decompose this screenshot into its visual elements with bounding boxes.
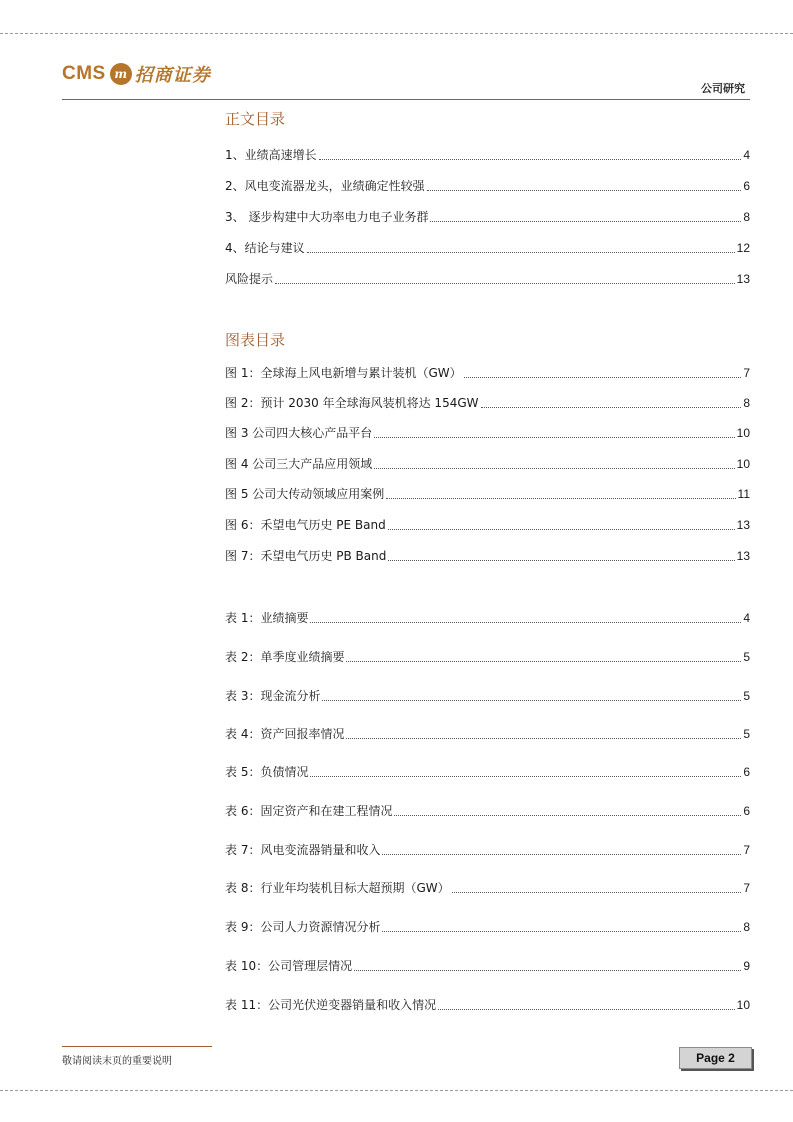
dot-leader: [346, 738, 741, 739]
dot-leader: [307, 252, 735, 253]
table-entry[interactable]: [225, 610, 750, 626]
dot-leader: [438, 1009, 735, 1010]
report-category: 公司研究: [701, 82, 745, 95]
figure-entry[interactable]: [225, 548, 750, 564]
figure-entry-page: 7: [743, 366, 750, 380]
table-entry[interactable]: [225, 688, 750, 704]
figure-toc-title: 图表目录: [225, 331, 286, 349]
bottom-dashed-border: [0, 1090, 793, 1091]
dot-leader: [452, 892, 742, 893]
table-entry-page: 4: [743, 611, 750, 625]
dot-leader: [430, 221, 741, 222]
table-entry[interactable]: [225, 649, 750, 665]
dot-leader: [310, 622, 741, 623]
header-divider: [62, 99, 750, 100]
brand-logo: [62, 60, 211, 88]
toc-entry-page: 13: [736, 272, 750, 286]
figure-entry-page: 8: [743, 396, 750, 410]
table-entry-page: 5: [743, 727, 750, 741]
table-entry[interactable]: [225, 726, 750, 742]
dot-leader: [464, 377, 742, 378]
table-entry-label: 表 6：固定资产和在建工程情况: [225, 804, 393, 818]
figure-entry-label: 图 3 公司四大核心产品平台: [225, 426, 373, 440]
table-entry-page: 7: [743, 881, 750, 895]
toc-entry[interactable]: [225, 271, 750, 287]
toc-entry[interactable]: [225, 178, 750, 194]
toc-entry-label: 2、风电变流器龙头，业绩确定性较强: [225, 179, 425, 193]
table-entry-label: 表 5：负债情况: [225, 765, 309, 779]
figure-entry[interactable]: [225, 456, 750, 472]
table-entry-page: 10: [736, 998, 750, 1012]
table-entry[interactable]: [225, 997, 750, 1013]
logo-latin-text: CMS: [62, 63, 106, 84]
figure-entry[interactable]: [225, 486, 750, 502]
toc-entry-page: 6: [743, 179, 750, 193]
top-dashed-border: [0, 33, 793, 34]
dot-leader: [374, 437, 734, 438]
figure-entry-label: 图 5 公司大传动领域应用案例: [225, 487, 385, 501]
dot-leader: [275, 283, 735, 284]
table-entry-label: 表 1：业绩摘要: [225, 611, 309, 625]
figure-entry-page: 10: [736, 457, 750, 471]
table-entry-page: 9: [743, 959, 750, 973]
figure-entry-label: 图 2：预计 2030 年全球海风装机将达 154GW: [225, 396, 479, 410]
toc-entry-page: 4: [743, 148, 750, 162]
toc-entry[interactable]: [225, 240, 750, 256]
figure-entry-label: 图 1：全球海上风电新增与累计装机（GW）: [225, 366, 462, 380]
toc-entry-label: 风险提示: [225, 272, 274, 286]
table-entry-label: 表 8：行业年均装机目标大超预期（GW）: [225, 881, 450, 895]
toc-entry[interactable]: [225, 147, 750, 163]
main-toc-title: 正文目录: [225, 110, 286, 128]
table-entry[interactable]: [225, 958, 750, 974]
dot-leader: [382, 854, 741, 855]
toc-entry-label: 4、结论与建议: [225, 241, 305, 255]
toc-entry-label: 3、 逐步构建中大功率电力电子业务群: [225, 210, 429, 224]
table-entry-label: 表 2：单季度业绩摘要: [225, 650, 345, 664]
dot-leader: [481, 407, 742, 408]
disclaimer-note: 敬请阅读末页的重要说明: [62, 1056, 172, 1067]
dot-leader: [388, 529, 735, 530]
dot-leader: [346, 661, 741, 662]
dot-leader: [386, 498, 735, 499]
toc-entry-page: 12: [736, 241, 750, 255]
figure-entry-label: 图 7：禾望电气历史 PB Band: [225, 549, 387, 563]
dot-leader: [319, 159, 742, 160]
toc-entry[interactable]: [225, 209, 750, 225]
dot-leader: [394, 815, 741, 816]
page-number-badge: Page 2: [679, 1047, 752, 1069]
dot-leader: [382, 931, 741, 932]
figure-entry-page: 13: [736, 549, 750, 563]
figure-entry-label: 图 6：禾望电气历史 PE Band: [225, 518, 386, 532]
dot-leader: [322, 700, 741, 701]
figure-entry[interactable]: [225, 365, 750, 381]
table-entry[interactable]: [225, 842, 750, 858]
dot-leader: [427, 190, 742, 191]
table-entry[interactable]: [225, 764, 750, 780]
figure-entry-page: 13: [736, 518, 750, 532]
dot-leader: [354, 970, 741, 971]
table-entry-page: 5: [743, 689, 750, 703]
table-entry-label: 表 11：公司光伏逆变器销量和收入情况: [225, 998, 437, 1012]
toc-entry-page: 8: [743, 210, 750, 224]
table-entry[interactable]: [225, 919, 750, 935]
logo-mark-icon: m: [110, 63, 132, 85]
logo-chinese-text: 招商证券: [134, 65, 211, 86]
figure-entry-label: 图 4 公司三大产品应用领域: [225, 457, 373, 471]
dot-leader: [310, 776, 741, 777]
dot-leader: [388, 560, 734, 561]
figure-entry[interactable]: [225, 395, 750, 411]
table-entry[interactable]: [225, 880, 750, 896]
table-entry-page: 7: [743, 843, 750, 857]
figure-entry[interactable]: [225, 425, 750, 441]
footer-divider: [62, 1046, 212, 1047]
table-entry-page: 5: [743, 650, 750, 664]
table-entry[interactable]: [225, 803, 750, 819]
toc-entry-label: 1、业绩高速增长: [225, 148, 317, 162]
dot-leader: [374, 468, 734, 469]
figure-entry-page: 11: [737, 487, 750, 501]
table-entry-page: 8: [743, 920, 750, 934]
table-entry-page: 6: [743, 765, 750, 779]
figure-entry[interactable]: [225, 517, 750, 533]
figure-entry-page: 10: [736, 426, 750, 440]
table-entry-page: 6: [743, 804, 750, 818]
table-entry-label: 表 9：公司人力资源情况分析: [225, 920, 381, 934]
table-entry-label: 表 10：公司管理层情况: [225, 959, 353, 973]
table-entry-label: 表 3：现金流分析: [225, 689, 321, 703]
table-entry-label: 表 7：风电变流器销量和收入: [225, 843, 381, 857]
table-entry-label: 表 4：资产回报率情况: [225, 727, 345, 741]
